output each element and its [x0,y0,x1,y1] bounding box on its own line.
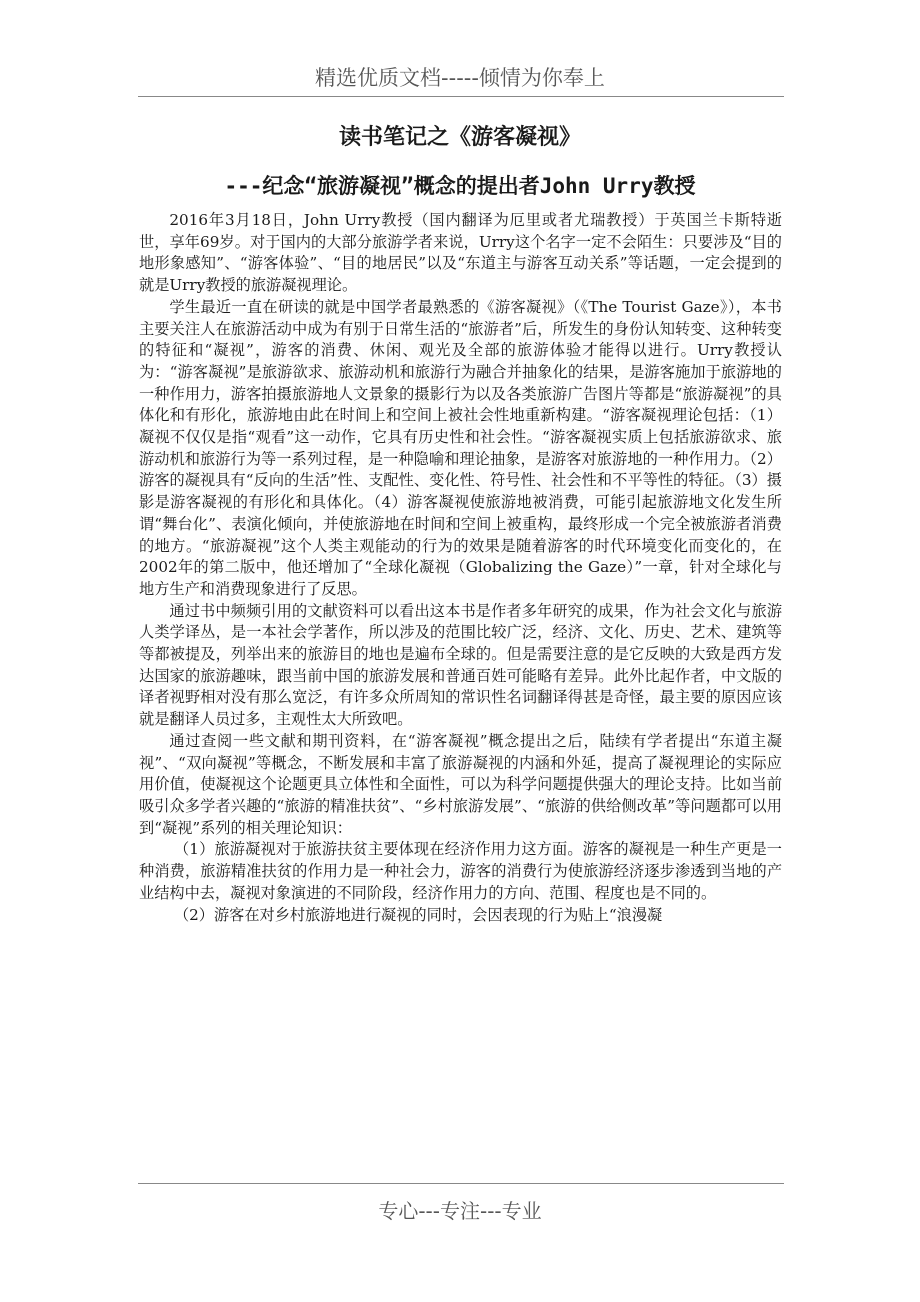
article-body [139,210,782,926]
list-paragraph: （1）旅游凝视对于旅游扶贫主要体现在经济作用力这方面。游客的凝视是一种生产更是一种消费，旅游精准扶贫的作用力是一种社会力，游客的消费行为使旅游经济逐步渗透到当地的产业结构中去，凝视对象演进的不同阶段，经济作用力的方向、范围、程度也是不同的。 [139,840,782,902]
paragraph: 通过查阅一些文献和期刊资料，在“游客凝视”概念提出之后，陆续有学者提出“东道主凝视”、“双向凝视”等概念，不断发展和丰富了旅游凝视的内涵和外延，提高了凝视理论的实际应用价值，使凝视这个论题更具立体性和全面性，可以为科学问题提供强大的理论支持。比如当前吸引众多学者兴趣的“旅游的精准扶贫”、“乡村旅游发展”、“旅游的供给侧改革”等问题都可以用到“凝视”系列的相关理论知识： [139,731,782,837]
footer-divider [138,1183,784,1184]
page-header: 精选优质文档-----倾情为你奉上 [315,66,605,90]
paragraph: 通过书中频频引用的文献资料可以看出这本书是作者多年研究的成果，作为社会文化与旅游人类学译丛，是一本社会学著作，所以涉及的范围比较广泛，经济、文化、历史、艺术、建筑等等都被提及，列举出来的旅游目的地也是遍布全球的。但是需要注意的是它反映的大致是西方发达国家的旅游趣味，跟当前中国的旅游发展和普通百姓可能略有差异。此外比起作者，中文版的译者视野相对没有那么宽泛，有许多众所周知的常识性名词翻译得甚是奇怪，最主要的原因应该就是翻译人员过多，主观性太大所致吧。 [139,601,782,729]
article-title: 读书笔记之《游客凝视》 [338,125,581,150]
paragraph: 学生最近一直在研读的就是中国学者最熟悉的《游客凝视》（《The Tourist Gaze》），本书主要关注人在旅游活动中成为有别于日常生活的“旅游者”后，所发生的身份认知转变、这种转变的特征和“凝视”，游客的消费、休闲、观光及全部的旅游体验才能得以进行。Urry教授认为：“游客凝视”是旅游欲求、旅游动机和旅游行为融合并抽象化的结果，是游客施加于旅游地的一种作用力，游客拍摄旅游地人文景象的摄影行为以及各类旅游广告图片等都是“旅游凝视”的具体化和有形化，旅游地由此在时间上和空间上被社会性地重新构建。“游客凝视理论包括：（1）凝视不仅仅是指“观看”这一动作，它具有历史性和社会性。“游客凝视实质上包括旅游欲求、旅游动机和旅游行为等一系列过程，是一种隐喻和理论抽象，是游客对旅游地的一种作用力。（2）游客的凝视具有“反向的生活”性、支配性、变化性、符号性、社会性和不平等性的特征。（3）摄影是游客凝视的有形化和具体化。（4）游客凝视使旅游地被消费，可能引起旅游地文化发生所谓“舞台化”、表演化倾向，并使旅游地在时间和空间上被重构，最终形成一个完全被旅游者消费的地方。“旅游凝视”这个人类主观能动的行为的效果是随着游客的时代环境变化而变化的，在2002年的第二版中，他还增加了“全球化凝视（Globalizing the Gaze）”一章，针对全球化与地方生产和消费现象进行了反思。 [139,297,782,598]
article-subtitle: ---纪念“旅游凝视”概念的提出者John Urry教授 [224,174,696,198]
header-divider [138,96,784,97]
page-footer: 专心---专注---专业 [378,1199,542,1223]
list-paragraph: （2）游客在对乡村旅游地进行凝视的同时，会因表现的行为贴上“浪漫凝 [173,905,663,924]
paragraph: 2016年3月18日，John Urry教授（国内翻译为厄里或者尤瑞教授）于英国兰卡斯特逝世，享年69岁。对于国内的大部分旅游学者来说，Urry这个名字一定不会陌生：只要涉及“目的地形象感知”、“游客体验”、“目的地居民”以及“东道主与游客互动关系”等话题，一定会提到的就是Urry教授的旅游凝视理论。 [139,211,782,295]
